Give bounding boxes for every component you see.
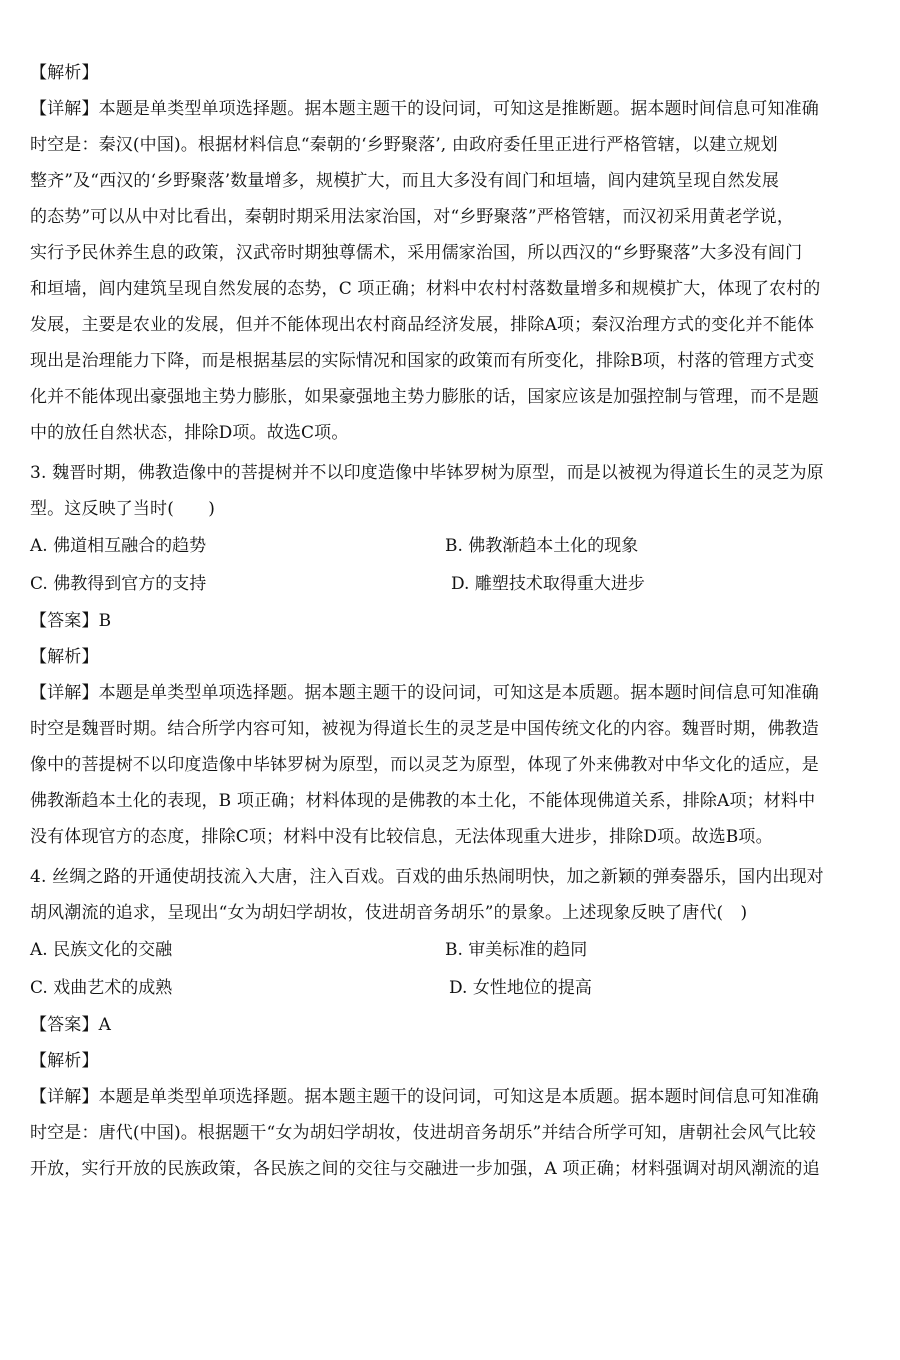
options-row [30,969,870,1007]
options-row [30,565,870,603]
detail-line: 和垣墙，闾内建筑呈现自然发展的态势，C 项正确；材料中农村村落数量增多和规模扩大，体现了农村的 [30,279,821,299]
detail-line: 现出是治理能力下降，而是根据基层的实际情况和国家的政策而有所变化，排除B项，村落的管理方式变 [30,351,815,371]
answer-label: 【答案】B [30,611,112,631]
detail-line: 整齐”及“西汉的‘乡野聚落’数量增多，规模扩大，而且大多没有闾门和垣墙，闾内建筑呈现自然发展 [30,171,780,191]
option-a: A. 佛道相互融合的趋势 [30,536,207,556]
detail-line: 实行予民休养生息的政策，汉武帝时期独尊儒术，采用儒家治国，所以西汉的“乡野聚落”大多没有闾门 [30,243,803,263]
detail-line: 没有体现官方的态度，排除C项；材料中没有比较信息，无法体现重大进步，排除D项。故选B项。 [30,827,773,847]
question-stem-line: 型。这反映了当时( ) [30,499,216,519]
detail-line: 时空是：唐代(中国)。根据题干“女为胡妇学胡妆，伎进胡音务胡乐”并结合所学可知，唐朝社会风气比较 [30,1123,816,1143]
analysis-heading: 【解析】 [30,647,99,667]
detail-line: 的态势”可以从中对比看出，秦朝时期采用法家治国，对“乡野聚落”严格管辖，而汉初采用黄老学说， [30,207,794,227]
detail-line: 时空是：秦汉(中国)。根据材料信息“秦朝的‘乡野聚落’, 由政府委任里正进行严格管辖，以建立规划 [30,135,778,155]
question-stem-line: 胡风潮流的追求，呈现出“女为胡妇学胡妆，伎进胡音务胡乐”的景象。上述现象反映了唐代( ) [30,903,748,923]
options-row [30,527,870,565]
option-b: B. 佛教渐趋本土化的现象 [445,536,639,556]
option-d: D. 雕塑技术取得重大进步 [451,574,645,594]
detail-line: 开放，实行开放的民族政策，各民族之间的交往与交融进一步加强，A 项正确；材料强调对胡风潮流的追 [30,1159,820,1179]
question-stem-line: 4. 丝绸之路的开通使胡技流入大唐，注入百戏。百戏的曲乐热闹明快，加之新颖的弹奏器乐，国内出现对 [30,867,824,887]
detail-line: 【详解】本题是单类型单项选择题。据本题主题干的设问词，可知这是推断题。据本题时间信息可知准确 [30,99,819,119]
detail-line: 化并不能体现出豪强地主势力膨胀，如果豪强地主势力膨胀的话，国家应该是加强控制与管理，而不是题 [30,387,819,407]
question-stem-line: 3. 魏晋时期，佛教造像中的菩提树并不以印度造像中毕钵罗树为原型，而是以被视为得道长生的灵芝为原 [30,463,824,483]
detail-line: 佛教渐趋本土化的表现，B 项正确；材料体现的是佛教的本土化，不能体现佛道关系，排除A项；材料中 [30,791,816,811]
detail-line: 发展，主要是农业的发展，但并不能体现出农村商品经济发展，排除A项；秦汉治理方式的变化并不能体 [30,315,815,335]
options-row [30,931,870,969]
question-3 [30,455,870,855]
option-c: C. 佛教得到官方的支持 [30,574,207,594]
option-d: D. 女性地位的提高 [449,978,592,998]
detail-line: 【详解】本题是单类型单项选择题。据本题主题干的设问词，可知这是本质题。据本题时间信息可知准确 [30,1087,819,1107]
question-4 [30,859,870,1187]
answer-label: 【答案】A [30,1015,112,1035]
option-b: B. 审美标准的趋同 [445,940,588,960]
option-c: C. 戏曲艺术的成熟 [30,978,173,998]
option-a: A. 民族文化的交融 [30,940,173,960]
detail-line: 【详解】本题是单类型单项选择题。据本题主题干的设问词，可知这是本质题。据本题时间信息可知准确 [30,683,819,703]
document-page [30,55,870,1187]
detail-paragraph [30,91,870,451]
analysis-heading: 【解析】 [30,63,99,83]
analysis-heading: 【解析】 [30,1051,99,1071]
detail-line: 中的放任自然状态，排除D项。故选C项。 [30,423,349,443]
detail-line: 像中的菩提树不以印度造像中毕钵罗树为原型，而以灵芝为原型，体现了外来佛教对中华文化的适应，是 [30,755,819,775]
detail-line: 时空是魏晋时期。结合所学内容可知，被视为得道长生的灵芝是中国传统文化的内容。魏晋时期，佛教造 [30,719,819,739]
